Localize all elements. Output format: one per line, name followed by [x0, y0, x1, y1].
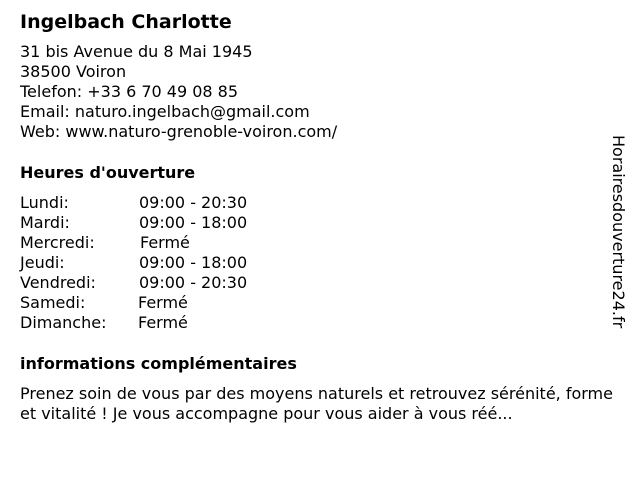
hours-row-thursday: [20, 253, 616, 273]
info-description: Prenez soin de vous par des moyens naturels et retrouvez sérénité, forme et vitalité ! Je vous accompagne pour vous aider à vous réé...: [20, 384, 613, 423]
website-link[interactable]: Web: www.naturo-grenoble-voiron.com/: [20, 122, 338, 141]
city-postcode: 38500 Voiron: [20, 62, 127, 81]
day-hours: 09:00 - 18:00: [139, 253, 248, 272]
day-label: Jeudi:: [20, 253, 65, 272]
day-label: Vendredi:: [20, 273, 96, 292]
business-card: [20, 10, 616, 424]
business-name: Ingelbach Charlotte: [20, 11, 232, 33]
phone-number[interactable]: Telefon: +33 6 70 49 08 85: [20, 82, 239, 101]
day-label: Mercredi:: [20, 233, 95, 252]
day-hours: 09:00 - 20:30: [139, 193, 248, 212]
hours-row-monday: [20, 193, 616, 213]
opening-hours-table: [20, 193, 616, 333]
day-label: Mardi:: [20, 213, 70, 232]
info-heading: informations complémentaires: [20, 354, 297, 373]
hours-row-sunday: [20, 313, 616, 333]
day-hours: Fermé: [138, 313, 188, 332]
contact-block: [20, 42, 616, 142]
day-label: Dimanche:: [20, 313, 107, 332]
hours-row-tuesday: [20, 213, 616, 233]
day-label: Lundi:: [20, 193, 69, 212]
day-hours: Fermé: [138, 293, 188, 312]
day-hours: 09:00 - 20:30: [139, 273, 248, 292]
site-watermark: Horairesdouverture24.fr: [609, 135, 628, 329]
hours-row-saturday: [20, 293, 616, 313]
hours-row-wednesday: [20, 233, 616, 253]
street-address: 31 bis Avenue du 8 Mai 1945: [20, 42, 253, 61]
opening-hours-heading: Heures d'ouverture: [20, 163, 196, 182]
day-label: Samedi:: [20, 293, 86, 312]
day-hours: Fermé: [140, 233, 190, 252]
email-address[interactable]: Email: naturo.ingelbach@gmail.com: [20, 102, 310, 121]
hours-row-friday: [20, 273, 616, 293]
day-hours: 09:00 - 18:00: [139, 213, 248, 232]
